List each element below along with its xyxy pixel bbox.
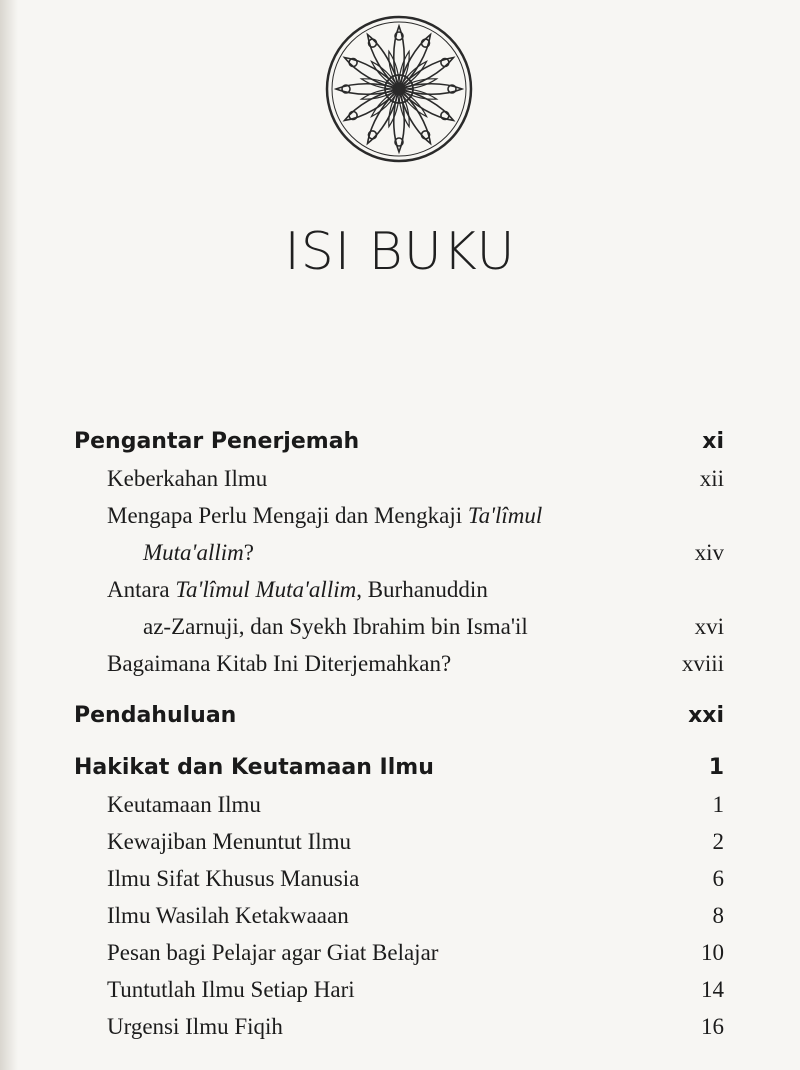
entry-page-number: xvi <box>694 614 724 639</box>
entry-page-number: 10 <box>701 940 724 965</box>
toc-section-heading[interactable] <box>74 698 724 734</box>
entry-title: Ilmu Sifat Khusus Manusia <box>107 866 360 891</box>
section-page-number: 1 <box>708 755 724 780</box>
toc-section-hakikat <box>74 750 724 1045</box>
entry-title: Urgensi Ilmu Fiqih <box>107 1014 283 1039</box>
entry-page-number: 2 <box>712 829 724 854</box>
entry-title-part: , Burhanuddin <box>356 577 488 602</box>
toc-entry[interactable] <box>74 860 724 897</box>
toc-entry[interactable] <box>74 571 724 645</box>
toc-entry[interactable] <box>74 971 724 1008</box>
toc-entry[interactable] <box>74 1008 724 1045</box>
entry-title-italic: Ta'lîmul <box>467 503 543 528</box>
toc-section-heading[interactable] <box>74 750 724 786</box>
entry-title-part: ? <box>243 540 254 565</box>
rosette-ornament-icon <box>324 14 474 164</box>
entry-title-italic: Ta'lîmul Muta'allim <box>175 577 357 602</box>
section-title: Pendahuluan <box>74 703 237 728</box>
toc-entry[interactable] <box>74 823 724 860</box>
toc-entry[interactable] <box>74 460 724 497</box>
section-page-number: xxi <box>688 703 724 728</box>
page-title: ISI BUKU <box>284 222 516 282</box>
toc-entry[interactable] <box>74 645 724 682</box>
entry-title <box>107 497 627 571</box>
entry-title: Keutamaan Ilmu <box>107 792 261 817</box>
entry-title: Tuntutlah Ilmu Setiap Hari <box>107 977 355 1002</box>
entry-title <box>107 571 627 645</box>
entry-page-number: xii <box>699 466 724 491</box>
entry-page-number: 1 <box>712 792 724 817</box>
entry-page-number: xiv <box>694 540 724 565</box>
entry-page-number: 16 <box>701 1014 724 1039</box>
entry-title-italic: Muta'allim <box>143 540 244 565</box>
entry-page-number: 14 <box>701 977 724 1002</box>
section-title: Hakikat dan Keutamaan Ilmu <box>74 755 434 780</box>
entry-page-number: xviii <box>681 651 724 676</box>
entry-title-part: Mengapa Perlu Mengaji dan Mengkaji <box>107 503 468 528</box>
entry-title: Pesan bagi Pelajar agar Giat Belajar <box>107 940 439 965</box>
entry-title-line2: az-Zarnuji, dan Syekh Ibrahim bin Isma'il <box>143 614 528 639</box>
entry-page-number: 6 <box>712 866 724 891</box>
toc-section-pengantar <box>74 424 724 682</box>
entry-page-number: 8 <box>712 903 724 928</box>
toc-entry[interactable] <box>74 897 724 934</box>
toc-section-pendahuluan <box>74 698 724 734</box>
entry-title: Bagaimana Kitab Ini Diterjemahkan? <box>107 651 452 676</box>
toc-entry[interactable] <box>74 934 724 971</box>
section-page-number: xi <box>702 429 724 454</box>
toc-entry[interactable] <box>74 497 724 571</box>
table-of-contents <box>74 424 724 1045</box>
toc-section-heading[interactable] <box>74 424 724 460</box>
entry-title: Keberkahan Ilmu <box>107 466 268 491</box>
entry-title-line2 <box>107 534 627 571</box>
entry-title-part: Antara <box>107 577 176 602</box>
toc-entry[interactable] <box>74 786 724 823</box>
section-title: Pengantar Penerjemah <box>74 429 360 454</box>
entry-title: Kewajiban Menuntut Ilmu <box>107 829 352 854</box>
entry-title: Ilmu Wasilah Ketakwaaan <box>107 903 349 928</box>
page-edge-shadow <box>0 0 18 1070</box>
